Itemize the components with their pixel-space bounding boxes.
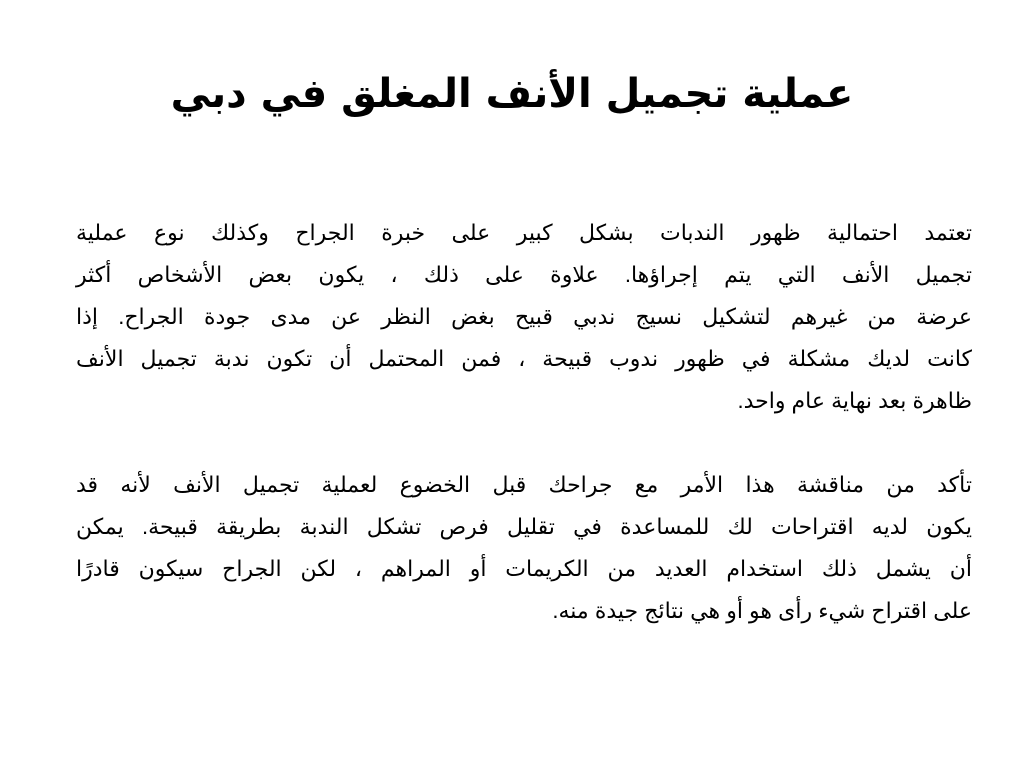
body-paragraph-1 [76,212,972,422]
paragraph-line: أن يشمل ذلك استخدام العديد من الكريمات أو المراهم ، لكن الجراح سيكون قادرًا [76,556,972,581]
paragraph-line: كانت لديك مشكلة في ظهور ندوب قبيحة ، فمن المحتمل أن تكون ندبة تجميل الأنف [76,346,973,371]
paragraph-line: عرضة من غيرهم لتشكيل نسيج ندبي قبيح بغض النظر عن مدى جودة الجراح. إذا [76,304,972,329]
paragraph-line: ظاهرة بعد نهاية عام واحد. [737,388,972,413]
paragraph-line: تأكد من مناقشة هذا الأمر مع جراحك قبل الخضوع لعملية تجميل الأنف لأنه قد [76,472,972,497]
paragraph-line: تجميل الأنف التي يتم إجراؤها. علاوة على ذلك ، يكون بعض الأشخاص أكثر [76,262,972,287]
body-paragraph-2 [76,464,972,632]
paragraph-line: يكون لديه اقتراحات لك للمساعدة في تقليل فرص تشكل الندبة بطريقة قبيحة. يمكن [76,514,972,539]
paragraph-line: على اقتراح شيء رأى هو أو هي نتائج جيدة منه. [552,598,972,623]
slide-body [76,212,972,674]
paragraph-line: تعتمد احتمالية ظهور الندبات بشكل كبير على خبرة الجراح وكذلك نوع عملية [76,220,972,245]
slide-title: عملية تجميل الأنف المغلق في دبي [170,71,854,117]
